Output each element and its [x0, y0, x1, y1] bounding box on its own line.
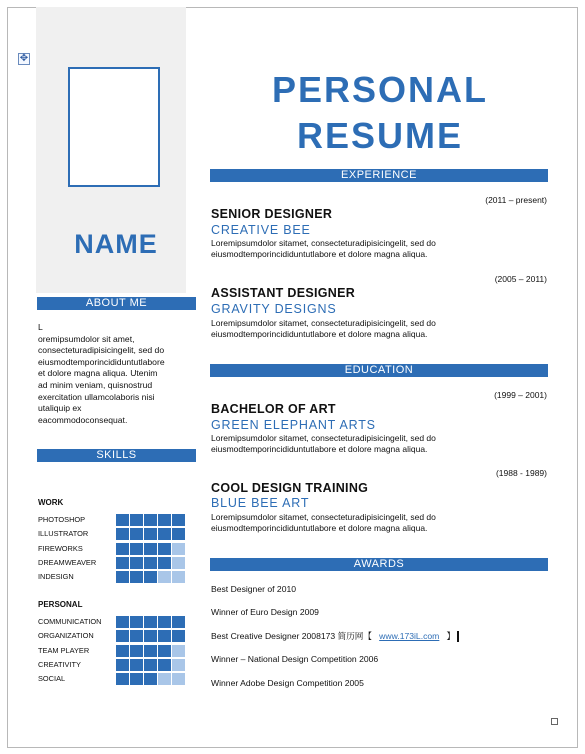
skill-box-filled — [130, 571, 143, 583]
skill-box-empty — [172, 659, 185, 671]
skill-box-filled — [130, 514, 143, 526]
skill-label: ORGANIZATION — [38, 631, 94, 641]
job-title: ASSISTANT DESIGNER — [211, 286, 356, 300]
skill-box-filled — [130, 557, 143, 569]
award-item: Winner Adobe Design Competition 2005 — [211, 678, 364, 688]
job-date: (2011 – present) — [485, 195, 547, 205]
skill-row — [38, 571, 188, 582]
skill-box-filled — [158, 514, 171, 526]
skill-rating — [116, 630, 185, 642]
skill-box-filled — [144, 630, 157, 642]
skill-box-filled — [130, 616, 143, 628]
education-date: (1999 – 2001) — [494, 390, 547, 400]
education-description-line: eiusmodtemporincididuntutlabore et dolore magna aliqua. — [211, 444, 428, 454]
skill-rating — [116, 659, 185, 671]
skill-box-filled — [116, 659, 129, 671]
skill-box-empty — [172, 543, 185, 555]
skill-box-filled — [144, 514, 157, 526]
skill-row — [38, 673, 188, 684]
skill-rating — [116, 528, 185, 540]
job-company: CREATIVE BEE — [211, 223, 311, 237]
skill-box-filled — [130, 645, 143, 657]
skill-label: CREATIVITY — [38, 659, 81, 669]
job-description-line: eiusmodtemporincididuntutlabore et dolore magna aliqua. — [211, 329, 428, 339]
skill-rating — [116, 673, 185, 685]
skill-row — [38, 557, 188, 568]
job-date: (2005 – 2011) — [494, 274, 547, 284]
skill-row — [38, 514, 188, 525]
skill-box-filled — [158, 645, 171, 657]
education-date: (1988 - 1989) — [495, 468, 547, 478]
skill-rating — [116, 645, 185, 657]
skill-label: PHOTOSHOP — [38, 515, 86, 524]
text-cursor — [457, 631, 459, 642]
education-header: EDUCATION — [210, 364, 548, 377]
resume-title-line1: PERSONAL — [271, 69, 489, 110]
work-skills-heading: WORK — [38, 498, 64, 507]
skill-box-filled — [116, 673, 129, 685]
skills-header: SKILLS — [37, 449, 196, 462]
award-item-with-link — [211, 630, 459, 642]
skill-label: DREAMWEAVER — [38, 557, 97, 567]
skill-box-filled — [172, 630, 185, 642]
skill-row — [38, 543, 188, 554]
award-link[interactable]: www.173iL.com — [379, 631, 440, 641]
skill-row — [38, 630, 188, 641]
skill-box-filled — [158, 557, 171, 569]
skill-label: SOCIAL — [38, 674, 66, 684]
skill-box-filled — [144, 543, 157, 555]
education-school: BLUE BEE ART — [211, 496, 310, 510]
education-description-line: Loremipsumdolor sitamet, consecteturadipisicingelit, sed do — [211, 433, 436, 443]
education-school: GREEN ELEPHANT ARTS — [211, 418, 376, 432]
skill-box-filled — [144, 571, 157, 583]
award-link-suffix: 】 — [446, 631, 456, 641]
job-description-line: Loremipsumdolor sitamet, consecteturadipisicingelit, sed do — [211, 238, 436, 248]
skill-box-filled — [116, 616, 129, 628]
skill-box-filled — [158, 528, 171, 540]
skill-box-filled — [130, 673, 143, 685]
skill-box-filled — [172, 616, 185, 628]
skill-label: INDESIGN — [38, 572, 74, 582]
skill-box-filled — [172, 514, 185, 526]
experience-header: EXPERIENCE — [210, 169, 548, 182]
skill-label: ILLUSTRATOR — [38, 529, 89, 539]
skill-label: FIREWORKS — [38, 543, 83, 553]
skill-box-filled — [116, 528, 129, 540]
skill-box-filled — [116, 630, 129, 642]
skill-rating — [116, 543, 185, 555]
skill-box-empty — [158, 571, 171, 583]
skill-box-empty — [158, 673, 171, 685]
awards-header: AWARDS — [210, 558, 548, 571]
job-description-line: Loremipsumdolor sitamet, consecteturadipisicingelit, sed do — [211, 318, 436, 328]
education-description-line: Loremipsumdolor sitamet, consecteturadipisicingelit, sed do — [211, 512, 436, 522]
photo-placeholder — [68, 67, 160, 187]
award-link-prefix: Best Creative Designer 2008173 简历网【 — [211, 631, 372, 641]
skill-box-filled — [144, 557, 157, 569]
personal-skills-heading: PERSONAL — [38, 600, 83, 609]
skill-label: COMMUNICATION — [38, 617, 102, 626]
job-company: GRAVITY DESIGNS — [211, 302, 337, 316]
skill-row — [38, 659, 188, 670]
skill-box-filled — [130, 528, 143, 540]
award-item: Best Designer of 2010 — [211, 584, 297, 594]
skill-row — [38, 616, 188, 627]
skill-rating — [116, 514, 185, 526]
job-description-line: eiusmodtemporincididuntutlabore et dolore magna aliqua. — [211, 249, 428, 259]
skill-box-filled — [130, 543, 143, 555]
skill-box-filled — [144, 659, 157, 671]
skill-box-empty — [172, 571, 185, 583]
skill-rating — [116, 571, 185, 583]
name-heading: NAME — [74, 229, 158, 259]
skill-box-filled — [116, 514, 129, 526]
skill-rating — [116, 616, 185, 628]
skill-box-filled — [116, 557, 129, 569]
skill-rating — [116, 557, 185, 569]
skill-box-filled — [130, 630, 143, 642]
skill-box-filled — [144, 645, 157, 657]
skill-row — [38, 528, 188, 539]
resume-title-line2: RESUME — [296, 115, 464, 156]
about-me-text: L oremipsumdolor sit amet, consecteturadipisicingelit, sed do eiusmodtemporincididuntutlabore et dolore magna aliqua. Utenim ad minim veniam, quisnostrud exercitation ullamcolaboris nisi utaliquip ex eacommodoconsequat. — [38, 322, 165, 425]
education-title: COOL DESIGN TRAINING — [211, 481, 369, 495]
education-title: BACHELOR OF ART — [211, 402, 336, 416]
about-me-header: ABOUT ME — [37, 297, 196, 310]
skill-box-filled — [158, 659, 171, 671]
page-corner-handle[interactable] — [551, 718, 558, 725]
skill-box-filled — [130, 659, 143, 671]
skill-box-filled — [144, 673, 157, 685]
skill-box-empty — [172, 557, 185, 569]
skill-box-empty — [172, 645, 185, 657]
skill-box-filled — [144, 616, 157, 628]
education-description-line: eiusmodtemporincididuntutlabore et dolore magna aliqua. — [211, 523, 428, 533]
award-item: Winner – National Design Competition 2006 — [211, 654, 379, 664]
skill-box-empty — [172, 673, 185, 685]
skill-box-filled — [172, 528, 185, 540]
job-title: SENIOR DESIGNER — [211, 207, 333, 221]
skill-box-filled — [158, 616, 171, 628]
skill-box-filled — [158, 630, 171, 642]
skill-row — [38, 645, 188, 656]
skill-box-filled — [116, 571, 129, 583]
skill-box-filled — [144, 528, 157, 540]
skill-label: TEAM PLAYER — [38, 645, 90, 655]
skill-box-filled — [116, 543, 129, 555]
table-move-handle-icon[interactable]: ✥ — [19, 53, 29, 64]
award-item: Winner of Euro Design 2009 — [211, 607, 319, 617]
skill-box-filled — [158, 543, 171, 555]
skill-box-filled — [116, 645, 129, 657]
profile-panel — [36, 7, 186, 293]
